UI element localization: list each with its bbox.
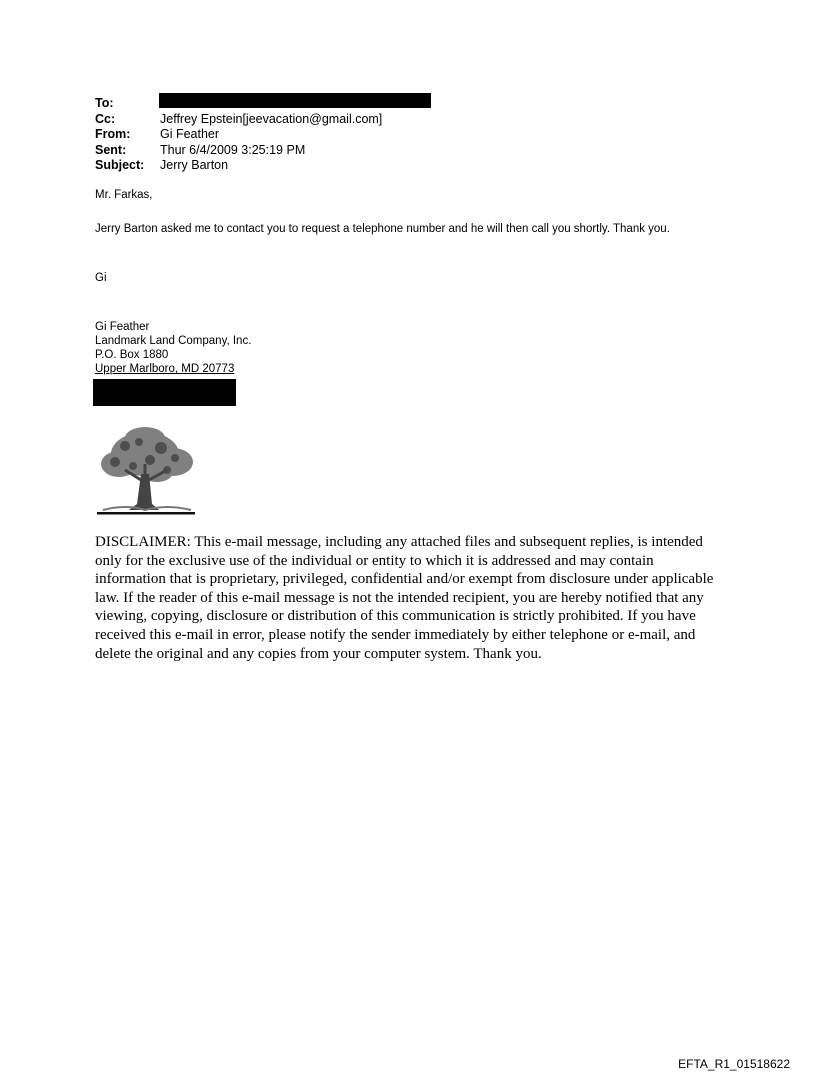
- sent-label: Sent:: [95, 142, 127, 157]
- subject-label: Subject:: [95, 158, 145, 172]
- bates-number: EFTA_R1_01518622: [678, 1057, 790, 1071]
- signature-name: Gi Feather: [95, 321, 150, 333]
- from-label: From:: [95, 127, 131, 141]
- subject-value: Jerry Barton: [160, 158, 229, 172]
- email-signoff: Gi: [95, 272, 107, 284]
- signature-city: Upper Marlboro, MD 20773: [95, 363, 235, 375]
- legal-disclaimer: DISCLAIMER: This e-mail message, including any attached files and subsequent replies, is intended only for the exclusive use of the individual or entity to which it is addressed and may contain information that is proprietary, privileged, confidential and/or exempt from disclosure under applicable law. If the reader of this e-mail message is not the intended recipient, you are hereby notified that any viewing, copying, disclosure or distribution of this communication is strictly prohibited. If you have received this e-mail in error, please notify the sender immediately by either telephone or e-mail, and delete the original and any copies from your computer system. Thank you.: [95, 534, 714, 662]
- signature-po-box: P.O. Box 1880: [95, 349, 169, 361]
- to-redaction-bar: [159, 93, 431, 108]
- subject-row: [95, 158, 382, 174]
- signature-company: Landmark Land Company, Inc.: [95, 335, 252, 347]
- sent-value: Thur 6/4/2009 3:25:19 PM: [160, 142, 306, 157]
- signature-block: [95, 320, 251, 376]
- email-greeting: Mr. Farkas,: [95, 189, 153, 201]
- cc-value: Jeffrey Epstein[jeevacation@gmail.com]: [160, 111, 383, 126]
- sent-row: [95, 143, 382, 159]
- from-value: Gi Feather: [160, 127, 220, 141]
- from-row: [95, 127, 382, 143]
- email-body-paragraph: Jerry Barton asked me to contact you to request a telephone number and he will then call you shortly. Thank you.: [95, 223, 670, 235]
- signature-redaction-bar: [93, 379, 236, 406]
- to-label: To:: [95, 96, 114, 110]
- cc-row: [95, 112, 382, 128]
- tree-logo-icon: [95, 424, 197, 516]
- cc-label: Cc:: [95, 111, 116, 126]
